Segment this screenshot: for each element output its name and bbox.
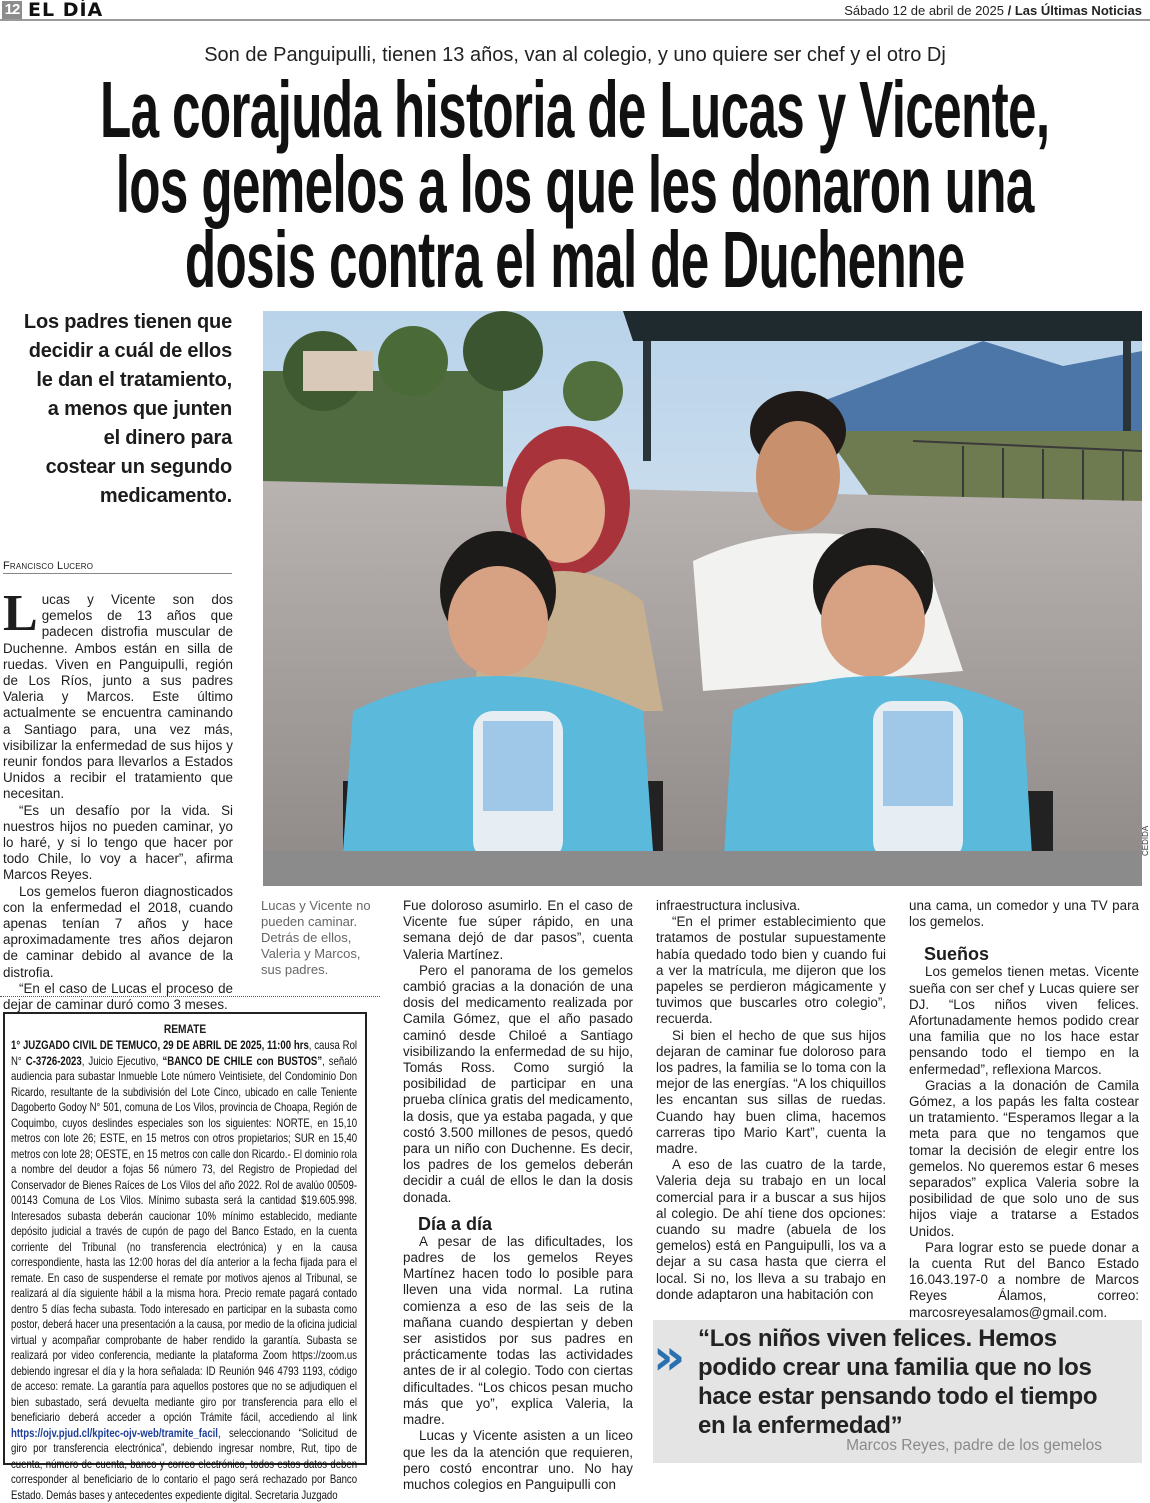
- legal-notice-body: [11, 1038, 357, 1503]
- photo-credit: CEDIDA: [1141, 825, 1150, 856]
- notice-bold: 1° JUZGADO CIVIL DE TEMUCO, 29 DE ABRIL DE 2025, 11:00 hrs: [11, 1039, 309, 1052]
- notice-bold: C-3726-2023: [25, 1054, 82, 1068]
- article-paragraph: “En el caso de Lucas el proceso de dejar de caminar duró como 3 meses.: [3, 980, 233, 1013]
- main-photo: [263, 311, 1142, 886]
- notice-text: , señaló audiencia para subastar Inmueble Lote número Veintisiete, del Condominio Don Ricardo, resultante de la subdivisión del Lote Cinco, ubicado en calle Teniente Dagoberto Godoy N° 501, comuna de Los Vilos, provincia de Choapa, Región de Coquimbo, cuyos deslindes especiales son los siguientes: NORTE, en 15,10 metros con lote 26; ESTE, en 15 metros con otros propietarios; SUR en 15,40 metros con lote 28; OESTE, en 15 metros con calle don Ricardo.- El dominio rola a nombre del deudor a fojas 56 número 73, del Registro de Propiedad del Conservador de Bienes Raíces de Los Vilos del año 2022. Rol de avalúo 00509- 00143 Comuna de Los Vilos. Mínimo subasta será la cantidad $19.605.998. Interesados subasta deberán caucionar 10% mínimo establecido, mediante depósito judicial a través de cupón de pago del Banco Estado, en la cuenta corriente del Tribunal (no transferencia electrónica) y en la causa correspondiente, hasta las 12:00 horas del día anterior a la fecha fijada para el remate. En caso de suspenderse el remate por motivos ajenos al Tribunal, se realizará al día siguiente hábil a la misma hora. Precio remate pagará contado dentro 5 días fecha subasta. Todo interesado en participar en la subasta como postor, deberá hacer una presentación a la causa, por medio de la oficina judicial virtual y acompañar comprobante de haber rendido la garantía. Subasta se realizará por video conferencia, mediante la plataforma Zoom https://zoom.us debiendo ingresar el día y la hora señalada: ID Reunión 946 4793 1193, código de acceso: remate. La garantía para aquellos postores que no se adjudiquen el bien subastado, será devuelta mediante giro por transferencia para ello el beneficiario deberá acceder a opción Trámite fácil, accediendo al link: [11, 1054, 358, 1424]
- article-paragraph: Si bien el hecho de que sus hijos dejaran de caminar fue doloroso para los padres, la familia se lo toma con la mejor de las energías. “A los chiquillos les encantan sus sillas de ruedas. Cuando hay buen clima, hacemos carreras tipo Mario Kart”, cuenta la madre.: [656, 1027, 886, 1157]
- article-paragraph: “Es un desafío por la vida. Si nuestros hijos no pueden caminar, yo lo haré, y si lo tengo que hacer por todo Chile, lo voy a hacer”, afirma Marcos Reyes.: [3, 802, 233, 883]
- article-paragraph: Fue doloroso asumirlo. En el caso de Vicente fue súper rápido, en una semana dejó de dar pasos”, cuenta Valeria Martínez.: [403, 898, 633, 962]
- double-chevron-icon: »: [653, 1328, 686, 1386]
- article-paragraph: una cama, un comedor y una TV para los gemelos.: [909, 898, 1139, 930]
- article-paragraph: Gracias a la donación de Camila Gómez, a los papás les falta costear un tratamiento. “Esperamos llegar a la meta para que no tengamos que tomar la decisión de elegir entre los gemelos. No queremos estar 6 meses separados” explica Valeria sobre la posibilidad de que solo uno de sus hijos viaje a tratarse a Estados Unidos.: [909, 1077, 1139, 1239]
- subhead: Día a día: [418, 1213, 493, 1234]
- byline: Francisco Lucero: [3, 560, 232, 574]
- pull-quote-text: [698, 1324, 1097, 1440]
- deck-line: medicamento.: [99, 485, 232, 507]
- article-paragraph: Los gemelos tienen metas. Vicente sueña con ser chef y Lucas quiere ser DJ. “Los niños viven felices. Afortunadamente hemos podido crear una familia que no los hace estar pensando todo el tiempo en la enfermedad”, reflexiona Marcos.: [909, 964, 1139, 1077]
- dateline-separator: /: [1004, 3, 1015, 18]
- legal-notice-box: [3, 1012, 367, 1502]
- photo-caption: Lucas y Vicente no pueden caminar. Detrás de ellos, Valeria y Marcos, sus padres.: [261, 898, 371, 977]
- family-photo-illustration: [263, 311, 1142, 886]
- legal-notice-title: REMATE: [163, 1022, 207, 1036]
- deck-line: costear un segundo: [45, 456, 232, 478]
- pull-quote-line: en la enfermedad”: [698, 1412, 903, 1439]
- pull-quote-attribution: Marcos Reyes, padre de los gemelos: [846, 1437, 1102, 1454]
- issue-date: Sábado 12 de abril de 2025: [844, 3, 1004, 18]
- pull-quote-line: hace estar pensando todo el tiempo: [698, 1383, 1098, 1410]
- article-paragraph: Pero el panorama de los gemelos cambió gracias a la donación de una dosis del medicamento realizada por Camila Gómez, que el año pasado caminó desde Chiloé a Santiago visibilizando la enfermedad de su hijo, Tomás Ross. Como surgió la posibilidad de participar en una prueba clínica gratis del medicamento, la dosis, que ya estaba pagada, y que costó 3.500 millones de pesos, quedó para un niño con Duchenne. Es decir, los padres de los gemelos deberán decidir a cuál de ellos le dan la dosis donada.: [403, 962, 633, 1205]
- pull-quote-line: podido crear una familia que no los: [698, 1354, 1092, 1381]
- section-name: EL DÍA: [28, 0, 104, 21]
- dateline: [844, 3, 1142, 18]
- article-paragraph: [3, 585, 233, 803]
- article-column-1: [3, 585, 233, 1013]
- page-header: [0, 0, 1150, 21]
- pull-quote: [653, 1320, 1142, 1463]
- deck-line: decidir a cuál de ellos: [28, 340, 232, 362]
- article-paragraph: A eso de las cuatro de la tarde, Valeria deja su trabajo en un local comercial para ir a buscar a sus hijos al colegio. De ahí tiene dos opciones: cuando su madre (abuela de los gemelos) está en Panguipulli, los va a dejar a su casa hasta que cierra el local. Si no, los lleva a su trabajo en donde adaptaron una habitación con: [656, 1157, 886, 1302]
- article-paragraph: Para lograr esto se puede donar a la cuenta Rut del Banco Estado 16.043.197-0 a nombre de Marcos Reyes Álamos, correo: marcosreyesalamos@gmail.com.: [909, 1239, 1139, 1320]
- pull-quote-line: “Los niños viven felices. Hemos: [698, 1325, 1057, 1352]
- deck-line: Los padres tienen que: [23, 311, 232, 333]
- article-paragraph: “En el primer establecimiento que tratamos de postular supuestamente había quedado todo bien y cuando fui a ver la matrícula, me dijeron que los papeles se perdieron mágicamente y tuvimos que buscarles otro colegio”, recuerda.: [656, 914, 886, 1027]
- deck-line: el dinero para: [103, 427, 232, 449]
- article-column-3: [656, 898, 886, 1303]
- article-column-4: [909, 898, 1139, 1321]
- headline-line: dosis contra el mal de Duchenne: [184, 215, 965, 304]
- article-paragraph: Lucas y Vicente asisten a un liceo que les da la atención que requieren, pero costó encontrar uno. No hay muchos colegios en Panguipulli con: [403, 1428, 633, 1492]
- deck-line: le dan el tratamiento,: [36, 369, 232, 391]
- notice-text: , causa Rol N°: [11, 1039, 358, 1068]
- notice-link[interactable]: https://ojv.pjud.cl/kpitec-ojv-web/tramite_facil: [11, 1426, 218, 1440]
- deck-line: a menos que junten: [47, 398, 232, 420]
- article-paragraph: infraestructura inclusiva.: [656, 898, 801, 913]
- paragraph-text: ucas y Vicente son dos gemelos de 13 años que padecen distrofia muscular de Duchenne. Ambos están en silla de ruedas. Viven en Panguipulli, región de Los Ríos, junto a sus padres Valeria y Marcos. Este último actualmente se encuentra caminando a Santiago para, una vez más, visibilizar la enfermedad de sus hijos y reunir fondos para llevarlos a Estados Unidos a recibir el tratamiento que necesitan.: [3, 592, 233, 802]
- headline-line: La corajuda historia de Lucas y Vicente,: [99, 65, 1050, 154]
- notice-text: , seleccionando “Solicitud de giro por transferencia electrónica”, debiendo ingresar nombre, Rut, tipo de cuenta, número de cuenta, banco y correo electrónico, todos estos datos deben corresponder al beneficiario de lo contario el pago será rechazado por Banco Estado. Demás bases y antecedentes expediente digital. Secretaria Juzgado: [11, 1426, 358, 1502]
- article-column-2: [403, 898, 633, 1493]
- deck: [8, 308, 232, 511]
- drop-cap: L: [3, 585, 38, 642]
- subhead: Sueños: [924, 944, 990, 965]
- publication-name: Las Últimas Noticias: [1014, 3, 1142, 18]
- article-paragraph: A pesar de las dificultades, los padres de los gemelos Reyes Martínez hacen todo lo posible para lleven una vida normal. La rutina comienza a eso de las seis de la mañana cuando despiertan y deben ser asistidos por sus padres en prácticamente todas las actividades antes de ir al colegio. Todo con ciertas dificultades. “Los chicos pesan mucho más que yo”, explica Valeria, la madre.: [403, 1233, 633, 1428]
- headline-line: los gemelos a los que les donaron una: [115, 140, 1034, 229]
- notice-text: , Juicio Ejecutivo,: [81, 1054, 163, 1068]
- notice-bold: “BANCO DE CHILE con BUSTOS”: [162, 1054, 323, 1068]
- kicker: Son de Panguipulli, tienen 13 años, van al colegio, y uno quiere ser chef y el otro Dj: [204, 44, 946, 66]
- divider: [0, 996, 380, 997]
- article-paragraph: Los gemelos fueron diagnosticados con la enfermedad el 2018, cuando apenas tenían 7 años y hace aproximadamente tres años dejaron de caminar debido al avance de la distrofia.: [3, 883, 233, 980]
- page-number: 12: [2, 1, 22, 19]
